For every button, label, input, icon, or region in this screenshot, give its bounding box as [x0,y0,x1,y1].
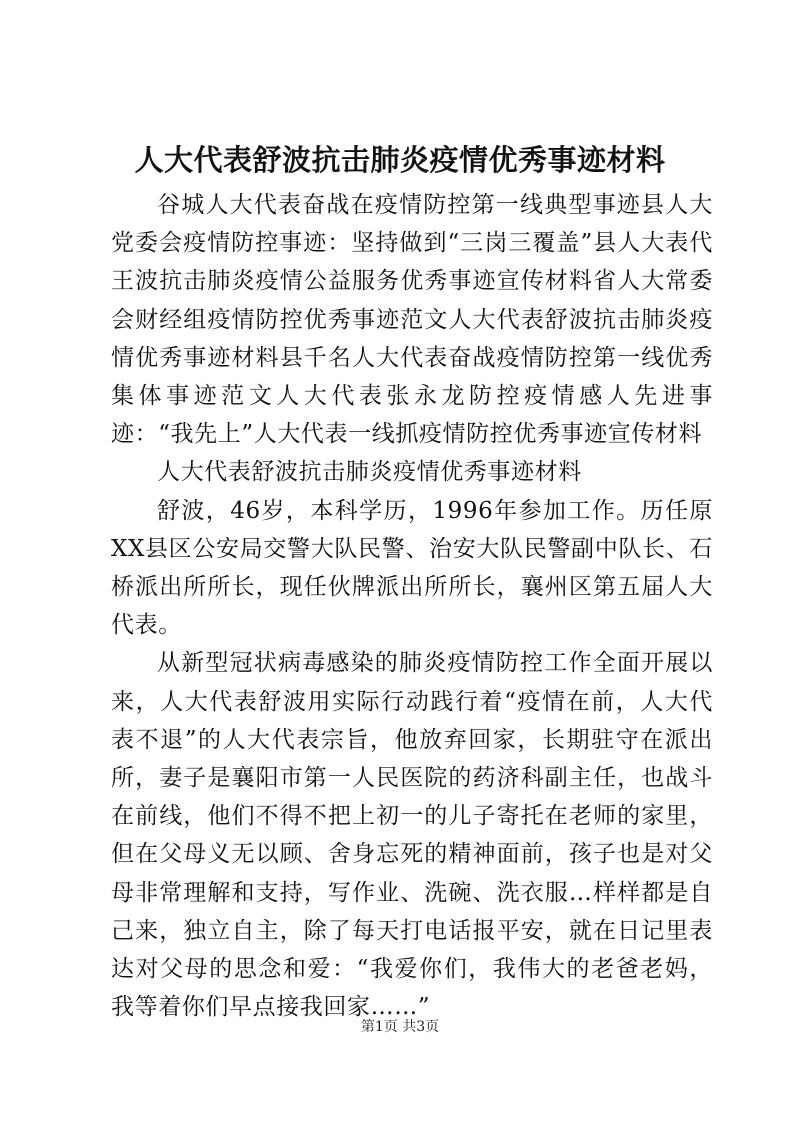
paragraph-related-articles: 谷城人大代表奋战在疫情防控第一线典型事迹县人大党委会疫情防控事迹：坚持做到“三岗三覆盖”县人大表代王波抗击肺炎疫情公益服务优秀事迹宣传材料省人大常委会财经组疫情防控优秀事迹范文人大代表舒波抗击肺炎疫情优秀事迹材料县千名人大代表奋战疫情防控第一线优秀集体事迹范文人大代表张永龙防控疫情感人先进事迹：“我先上”人大代表一线抓疫情防控优秀事迹宣传材料 [111,192,713,448]
document-title: 人大代表舒波抗击肺炎疫情优秀事迹材料 [134,143,666,177]
document-body [111,186,713,1026]
paragraph-subtitle: 人大代表舒波抗击肺炎疫情优秀事迹材料 [157,459,582,486]
page-number-footer: 第1页 共3页 [360,1019,440,1035]
paragraph-profile: 舒波，46岁，本科学历，1996年参加工作。历任原XX县区公安局交警大队民警、治安大队民警副中队长、石桥派出所所长，现任伙牌派出所所长，襄州区第五届人大代表。 [111,497,713,639]
paragraph-story: 从新型冠状病毒感染的肺炎疫情防控工作全面开展以来，人大代表舒波用实际行动践行着“疫情在前，人大代表不退”的人大代表宗旨，他放弃回家，长期驻守在派出所，妻子是襄阳市第一人民医院的药济科副主任，也战斗在前线，他们不得不把上初一的儿子寄托在老师的家里，但在父母义无以顾、舍身忘死的精神面前，孩子也是对父母非常理解和支持，写作业、洗碗、洗衣服…样样都是自己来，独立自主，除了每天打电话报平安，就在日记里表达对父母的思念和爱：“我爱你们，我伟大的老爸老妈，我等着你们早点接我回家……” [111,650,713,1021]
